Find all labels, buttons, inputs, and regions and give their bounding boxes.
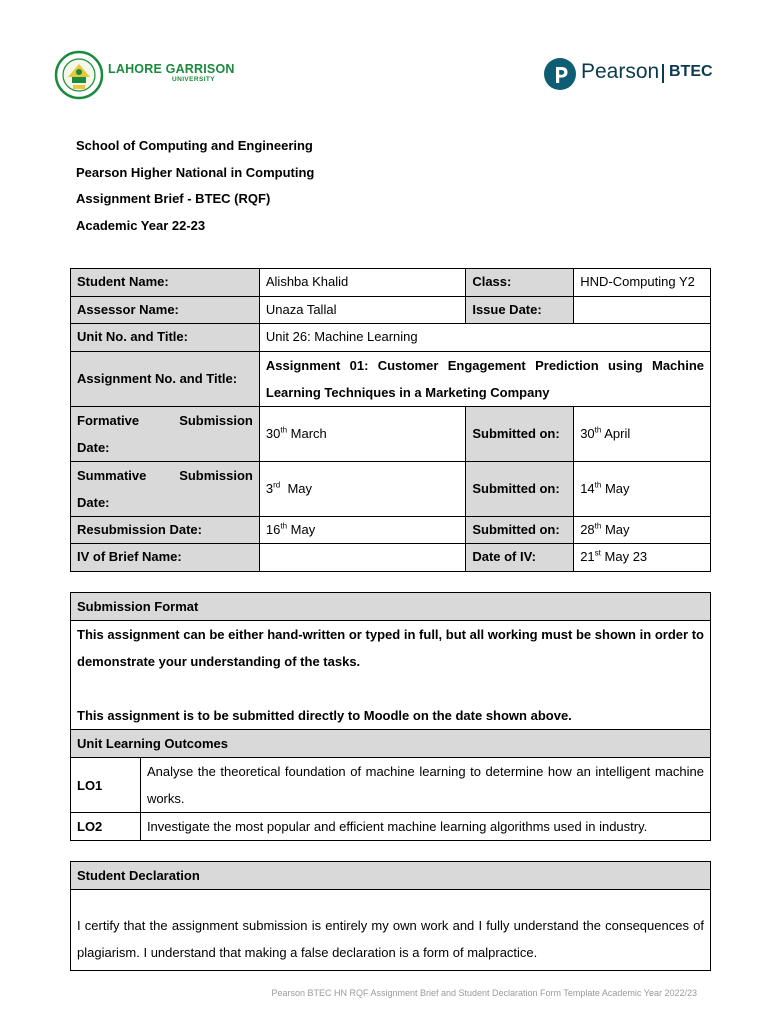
logo-divider [662,64,664,83]
table-row [71,296,711,324]
submission-format-body [71,621,711,730]
class-label: Class: [466,269,574,297]
class-value: HND-Computing Y2 [574,269,711,297]
iv-of-brief-name-label: IV of Brief Name: [71,544,260,572]
table-row [71,730,711,758]
month: May [287,480,313,496]
assignment-title-value: Assignment 01: Customer Engagement Prediction using Machine Learning Techniques in a Marketing Company [259,351,710,406]
ordinal-suffix: th [280,425,288,435]
submitted-formative-value [574,406,711,461]
submission-moodle-text: This assignment is to be submitted directly to Moodle on the date shown above. [77,708,572,723]
submission-label-word: Submission [179,467,253,483]
table-row [71,516,711,544]
submission-format-text: This assignment can be either hand-written or typed in full, but all working must be shown in order to demonstrate your understanding of the tasks. [77,627,704,669]
month-year: May 23 [604,549,648,565]
assessor-name-label: Assessor Name: [71,296,260,324]
university-subtitle: UNIVERSITY [172,76,216,83]
unit-learning-outcomes-heading: Unit Learning Outcomes [71,730,711,758]
assignment-title-label: Assignment No. and Title: [71,351,260,406]
ordinal-suffix: rd [273,480,281,490]
table-row [71,544,711,572]
day: 30 [265,425,281,441]
month: May [604,480,630,496]
ordinal-suffix: st [594,548,601,558]
pearson-p-icon [544,58,576,90]
table-row [71,890,711,971]
school-title: School of Computing and Engineering [76,138,313,153]
unit-title-value: Unit 26: Machine Learning [259,324,710,352]
pearson-wordmark: Pearson [581,60,660,83]
programme-title: Pearson Higher National in Computing [76,164,315,180]
formative-label-word: Formative [77,412,140,428]
summative-date-value [259,461,465,516]
date-label-word: Date: [77,494,110,510]
table-row [71,269,711,297]
submitted-summative-value [574,461,711,516]
iv-of-brief-name-value [259,544,465,572]
academic-year-title: Academic Year 22-23 [76,217,206,233]
ordinal-suffix: th [594,480,602,490]
page-header [0,0,768,110]
table-row [71,324,711,352]
table-row [71,813,711,841]
ordinal-suffix: th [280,521,288,531]
month: May [290,521,316,537]
paragraph-spacer [77,675,704,702]
day: 30 [580,425,595,441]
ordinal-suffix: th [594,425,602,435]
month: April [604,425,631,441]
btec-wordmark: BTEC [669,63,713,80]
table-row [71,621,711,730]
submission-label-word: Submission [179,412,253,428]
student-declaration-heading: Student Declaration [71,862,711,890]
learning-outcome-code: LO1 [71,758,141,813]
table-row [71,862,711,890]
submission-format-table [70,592,711,841]
student-name-label: Student Name: [71,269,260,297]
student-declaration-text: I certify that the assignment submission is entirely my own work and I fully understand the consequences of plagiarism. I understand that making a false declaration is a form of malpractice. [71,890,711,971]
summative-label-word: Summative [77,467,147,483]
submitted-on-label: Submitted on: [466,406,574,461]
brief-title: Assignment Brief - BTEC (RQF) [76,191,271,206]
student-name-value: Alishba Khalid [259,269,465,297]
assignment-info-table [70,268,711,572]
day: 3 [265,480,274,496]
issue-date-value [574,296,711,324]
document-titles [76,138,314,244]
month: May [604,521,630,537]
date-of-iv-value [574,544,711,572]
table-row [71,593,711,621]
submitted-on-label: Submitted on: [466,461,574,516]
table-row [71,351,711,406]
issue-date-label: Issue Date: [466,296,574,324]
learning-outcome-code: LO2 [71,813,141,841]
day: 21 [580,549,595,565]
page-footer: Pearson BTEC HN RQF Assignment Brief and Student Declaration Form Template Academic Year 2022/23 [271,988,697,998]
table-row [71,406,711,461]
table-row [71,758,711,813]
day: 28 [580,521,595,537]
day: 16 [265,521,281,537]
resubmission-date-label: Resubmission Date: [71,516,260,544]
date-label-word: Date: [77,439,110,455]
student-declaration-table [70,861,711,971]
table-row [71,461,711,516]
formative-submission-date-label [71,406,260,461]
lahore-garrison-university-seal-icon [54,50,104,100]
university-name: LAHORE GARRISON [108,62,235,76]
submitted-on-label: Submitted on: [466,516,574,544]
month: March [290,425,327,441]
ordinal-suffix: th [594,521,602,531]
day: 14 [580,480,595,496]
assessor-name-value: Unaza Tallal [259,296,465,324]
date-of-iv-label: Date of IV: [466,544,574,572]
learning-outcome-text: Investigate the most popular and efficient machine learning algorithms used in industry. [140,813,710,841]
submission-format-heading: Submission Format [71,593,711,621]
summative-submission-date-label [71,461,260,516]
resubmission-date-value [259,516,465,544]
submitted-resubmission-value [574,516,711,544]
unit-title-label: Unit No. and Title: [71,324,260,352]
formative-date-value [259,406,465,461]
learning-outcome-text: Analyse the theoretical foundation of machine learning to determine how an intelligent machine works. [140,758,710,813]
